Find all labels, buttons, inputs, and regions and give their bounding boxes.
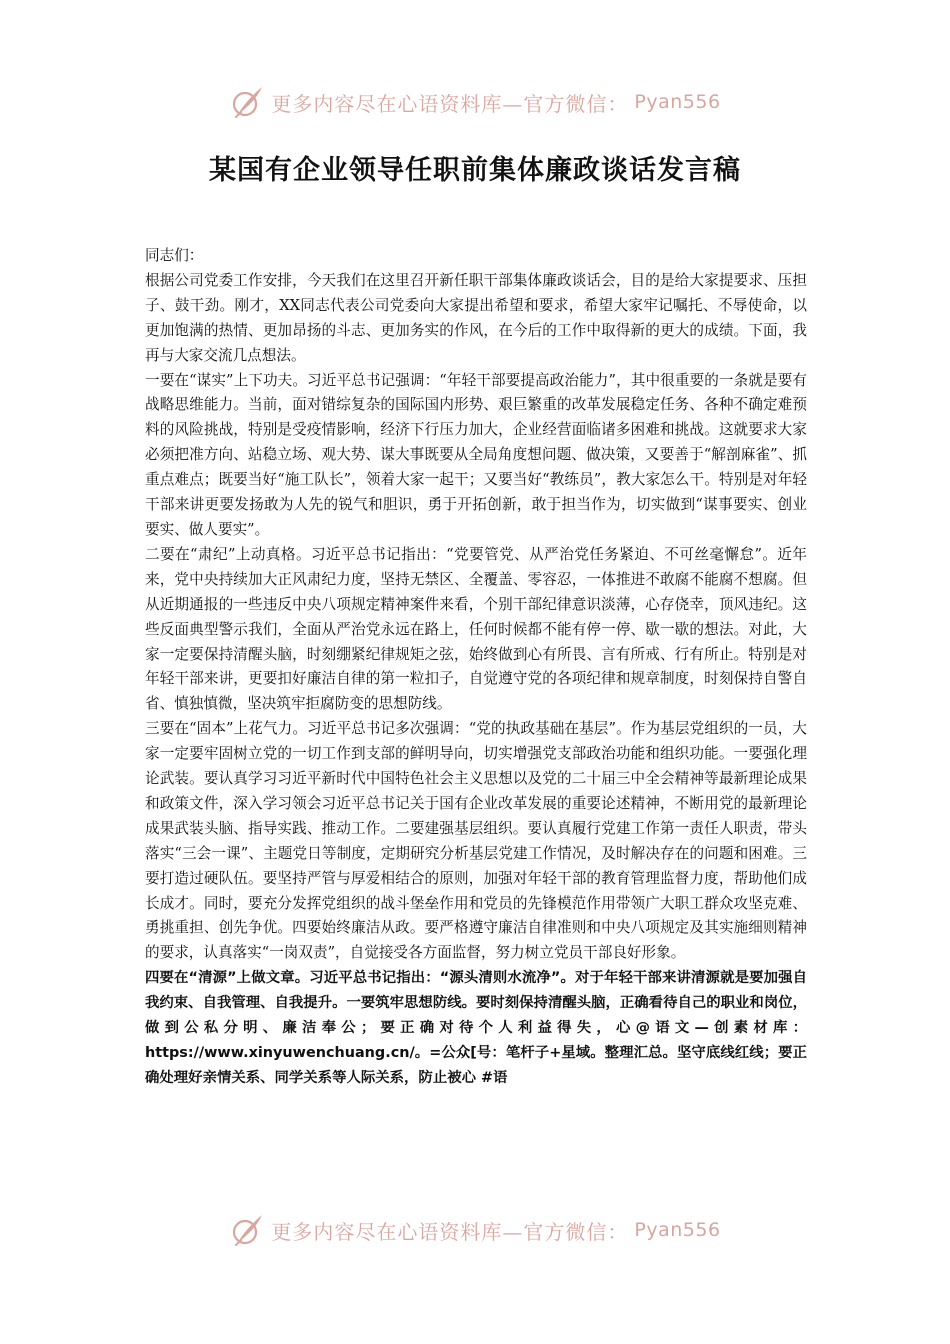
paragraph-point-two: 二要在“肃纪”上动真格。习近平总书记指出：“党要管党、从严治党任务紧迫、不可丝毫懈怠”。近年来，党中央持续加大正风肃纪力度，坚持无禁区、全覆盖、零容忍，一体推进不敢腐不能腐不想腐。但从近期通报的一些违反中央八项规定精神案件来看，个别干部纪律意识淡薄，心存侥幸，顶风违纪。这些反面典型警示我们，全面从严治党永远在路上，任何时候都不能有停一停、歇一歇的想法。对此，大家一定要保持清醒头脑，时刻绷紧纪律规矩之弦，始终做到心有所畏、言有所戒、行有所止。特别是对年轻干部来讲，更要扣好廉洁自律的第一粒扣子，自觉遵守党的各项纪律和规章制度，时刻保持自警自省、慎独慎微，坚决筑牢拒腐防变的思想防线。 [145,545,807,713]
watermark-wechat-id: Pyan556 [634,1219,721,1241]
quill-pen-logo-icon [229,1212,265,1248]
watermark-text: 更多内容尽在心语资料库—官方微信： [271,1219,629,1244]
watermark-banner-top [0,80,950,124]
watermark-banner-bottom [0,1208,950,1252]
paragraph-point-three: 三要在“固本”上花气力。习近平总书记多次强调：“党的执政基础在基层”。作为基层党组织的一员，大家一定要牢固树立党的一切工作到支部的鲜明导向，切实增强党支部政治功能和组织功能。一要强化理论武装。要认真学习习近平新时代中国特色社会主义思想以及党的二十届三中全会精神等最新理论成果和政策文件，深入学习领会习近平总书记关于国有企业改革发展的重要论述精神，不断用党的最新理论成果武装头脑、指导实践、推动工作。二要建强基层组织。要认真履行党建工作第一责任人职责，带头落实“三会一课”、主题党日等制度，定期研究分析基层党建工作情况，及时解决存在的问题和困难。三要打造过硬队伍。要坚持严管与厚爱相结合的原则，加强对年轻干部的教育管理监督力度，帮助他们成长成才。同时，要充分发挥党组织的战斗堡垒作用和党员的先锋模范作用带领广大职工群众攻坚克难、勇挑重担、创先争优。四要始终廉洁从政。要严格遵守廉洁自律准则和中央八项规定及其实施细则精神的要求，认真落实“一岗双责”，自觉接受各方面监督，努力树立党员干部良好形象。 [145,720,807,962]
quill-pen-logo-icon [229,84,265,120]
document-title: 某国有企业领导任职前集体廉政谈话发言稿 [209,155,741,186]
paragraph-intro: 根据公司党委工作安排，今天我们在这里召开新任职干部集体廉政谈话会，目的是给大家提要求、压担子、鼓干劲。刚才，XX同志代表公司党委向大家提出希望和要求，希望大家牢记嘱托、不辱使命，以更加饱满的热情、更加昂扬的斗志、更加务实的作风，在今后的工作中取得新的更大的成绩。下面，我再与大家交流几点想法。 [145,271,807,364]
paragraph-point-four: 四要在“清源”上做文章。习近平总书记指出：“源头清则水流净”。对于年轻干部来讲清源就是要加强自我约束、自我管理、自我提升。一要筑牢思想防线。要时刻保持清醒头脑，正确看待自己的职业和岗位，做到公私分明、廉洁奉公；要正确对待个人利益得失，心@语文—创素材库：https://www.xinyuwenchuang.cn/。=公众[号：笔杆子+星域。整理汇总。坚守底线红线；要正确处理好亲情关系、同学关系等人际关系，防止被心 #语 [145,970,807,1086]
watermark-text: 更多内容尽在心语资料库—官方微信： [271,91,629,116]
watermark-wechat-id: Pyan556 [634,91,721,113]
paragraph-point-one: 一要在“谋实”上下功夫。习近平总书记强调：“年轻干部要提高政治能力”，其中很重要的一条就是要有战略思维能力。当前，面对错综复杂的国际国内形势、艰巨繁重的改革发展稳定任务、各种不确定难预料的风险挑战，特别是受疫情影响，经济下行压力加大，企业经营面临诸多困难和挑战。这就要求大家必须把准方向、站稳立场、观大势、谋大事既要从全局角度想问题、做决策，又要善于“解剖麻雀”、抓重点难点；既要当好“施工队长”，领着大家一起干；又要当好“教练员”，教大家怎么干。特别是对年轻干部来讲更要发扬敢为人先的锐气和胆识，勇于开拓创新，敢于担当作为，切实做到“谋事要实、创业要实、做人要实”。 [145,371,807,538]
salutation: 同志们： [145,247,204,264]
document-body [145,244,807,1091]
